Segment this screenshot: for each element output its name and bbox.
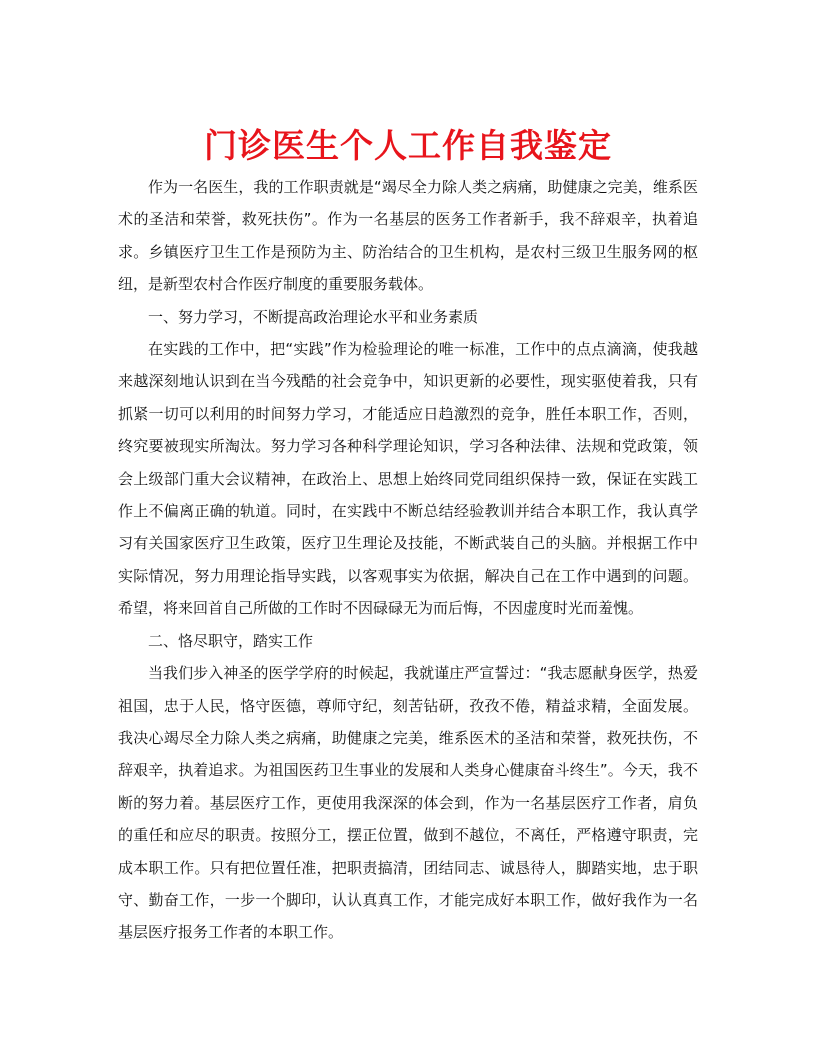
intro-paragraph: 作为一名医生，我的工作职责就是“竭尽全力除人类之病痛，助健康之完美，维系医术的圣洁和荣誉，救死扶伤”。作为一名基层的医务工作者新手，我不辞艰辛，执着追求。乡镇医疗卫生工作是预防为主、防治结合的卫生机构，是农村三级卫生服务网的枢纽，是新型农村合作医疗制度的重要服务载体。 — [118, 178, 698, 294]
page-title: 门诊医生个人工作自我鉴定 — [204, 126, 612, 166]
section-heading-2: 二、恪尽职守，踏实工作 — [148, 631, 314, 650]
section-heading-1: 一、努力学习，不断提高政治理论水平和业务素质 — [148, 307, 479, 326]
section-2-paragraph: 当我们步入神圣的医学学府的时候起，我就谨庄严宣誓过：“我志愿献身医学，热爱祖国，忠于人民，恪守医德，尊师守纪，刻苦钻研，孜孜不倦，精益求精，全面发展。我决心竭尽全力除人类之病痛，助健康之完美，维系医术的圣洁和荣誉，救死扶伤，不辞艰辛，执着追求。为祖国医药卫生事业的发展和人类身心健康奋斗终生”。今天，我不断的努力着。基层医疗工作，更使用我深深的体会到，作为一名基层医疗工作者，肩负的重任和应尽的职责。按照分工，摆正位置，做到不越位，不离任，严格遵守职责，完成本职工作。只有把位置任准，把职责搞清，团结同志、诚恳待人，脚踏实地，忠于职守、勤奋工作，一步一个脚印，认认真真工作，才能完成好本职工作，做好我作为一名基层医疗报务工作者的本职工作。 — [118, 664, 698, 942]
document-body — [118, 171, 698, 949]
section-1-paragraph: 在实践的工作中，把“实践”作为检验理论的唯一标准，工作中的点点滴滴，使我越来越深刻地认识到在当今残酷的社会竞争中，知识更新的必要性，现实驱使着我，只有抓紧一切可以利用的时间努力学习，才能适应日趋激烈的竞争，胜任本职工作，否则，终究要被现实所淘汰。努力学习各种科学理论知识，学习各种法律、法规和党政策，领会上级部门重大会议精神，在政治上、思想上始终同党同组织保持一致，保证在实践工作上不偏离正确的轨道。同时，在实践中不断总结经验教训并结合本职工作，我认真学习有关国家医疗卫生政策，医疗卫生理论及技能，不断武装自己的头脑。并根据工作中实际情况，努力用理论指导实践，以客观事实为依据，解决自己在工作中遇到的问题。希望，将来回首自己所做的工作时不因碌碌无为而后悔，不因虚度时光而羞愧。 — [118, 340, 698, 618]
